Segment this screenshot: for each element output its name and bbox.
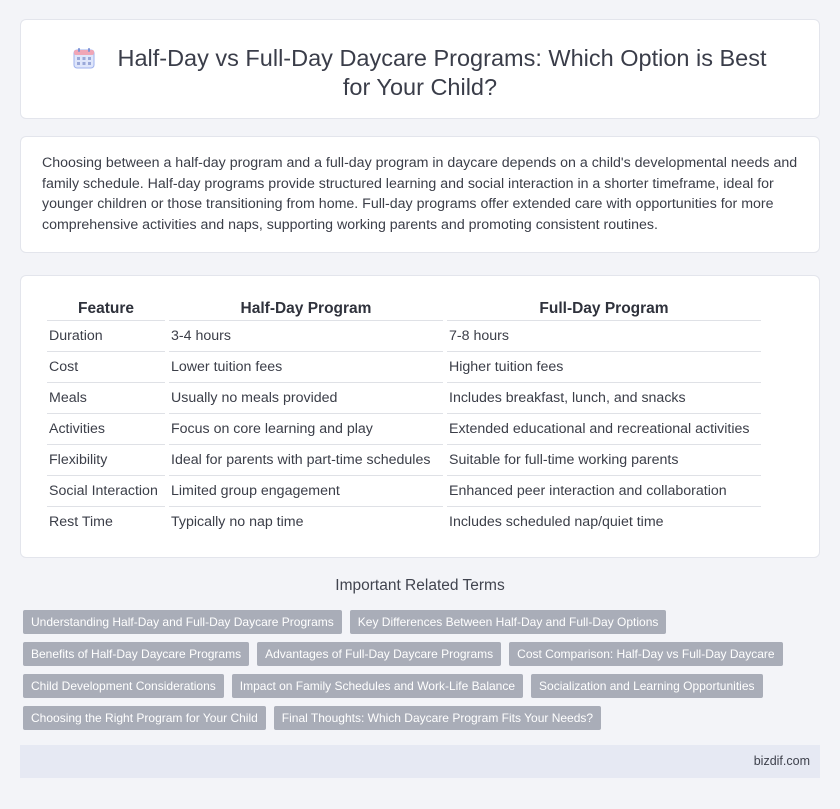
header-feature: Feature <box>78 300 134 317</box>
tag-row <box>23 674 823 698</box>
table-row <box>47 444 761 475</box>
full-day-cell: Suitable for full-time working parents <box>447 444 761 475</box>
related-term-tag[interactable]: Socialization and Learning Opportunities <box>531 674 762 698</box>
table-row <box>47 506 761 537</box>
comparison-card <box>20 275 820 558</box>
related-term-tag[interactable]: Understanding Half-Day and Full-Day Daycare Programs <box>23 610 342 634</box>
feature-cell: Rest Time <box>47 506 165 537</box>
related-term-tag[interactable]: Choosing the Right Program for Your Child <box>23 706 266 730</box>
table-row <box>47 413 761 444</box>
related-term-tag[interactable]: Cost Comparison: Half-Day vs Full-Day Daycare <box>509 642 782 666</box>
half-day-cell: Ideal for parents with part-time schedules <box>169 444 443 475</box>
footer-site-link[interactable]: bizdif.com <box>753 754 810 768</box>
full-day-cell: Includes breakfast, lunch, and snacks <box>447 382 761 413</box>
half-day-cell: Limited group engagement <box>169 475 443 506</box>
full-day-cell: Higher tuition fees <box>447 351 761 382</box>
half-day-cell: Typically no nap time <box>169 506 443 537</box>
intro-card <box>20 136 820 253</box>
title-card <box>20 19 820 119</box>
page-title: Half-Day vs Full-Day Daycare Programs: Which Option is Best for Your Child? <box>117 45 767 100</box>
header-half-day: Half-Day Program <box>240 300 372 317</box>
half-day-cell: 3-4 hours <box>169 320 443 351</box>
related-terms-tags <box>23 610 823 738</box>
related-term-tag[interactable]: Impact on Family Schedules and Work-Life Balance <box>232 674 523 698</box>
feature-cell: Flexibility <box>47 444 165 475</box>
table-row <box>47 475 761 506</box>
related-term-tag[interactable]: Child Development Considerations <box>23 674 224 698</box>
related-terms-title: Important Related Terms <box>335 577 505 594</box>
comparison-table <box>43 298 765 537</box>
table-row <box>47 320 761 351</box>
table-row <box>47 351 761 382</box>
half-day-cell: Usually no meals provided <box>169 382 443 413</box>
full-day-cell: 7-8 hours <box>447 320 761 351</box>
full-day-cell: Enhanced peer interaction and collaboration <box>447 475 761 506</box>
table-header-row <box>47 298 761 320</box>
half-day-cell: Lower tuition fees <box>169 351 443 382</box>
related-term-tag[interactable]: Key Differences Between Half-Day and Full-Day Options <box>350 610 667 634</box>
related-term-tag[interactable]: Benefits of Half-Day Daycare Programs <box>23 642 249 666</box>
feature-cell: Duration <box>47 320 165 351</box>
table-row <box>47 382 761 413</box>
feature-cell: Meals <box>47 382 165 413</box>
half-day-cell: Focus on core learning and play <box>169 413 443 444</box>
full-day-cell: Includes scheduled nap/quiet time <box>447 506 761 537</box>
tag-row <box>23 706 823 730</box>
full-day-cell: Extended educational and recreational activities <box>447 413 761 444</box>
related-term-tag[interactable]: Advantages of Full-Day Daycare Programs <box>257 642 501 666</box>
tag-row <box>23 610 823 634</box>
related-term-tag[interactable]: Final Thoughts: Which Daycare Program Fits Your Needs? <box>274 706 601 730</box>
feature-cell: Activities <box>47 413 165 444</box>
feature-cell: Social Interaction <box>47 475 165 506</box>
feature-cell: Cost <box>47 351 165 382</box>
calendar-icon <box>73 47 95 69</box>
tag-row <box>23 642 823 666</box>
intro-paragraph: Choosing between a half-day program and a full-day program in daycare depends on a child's developmental needs and family schedule. Half-day programs provide structured learning and social interaction in a shorter timeframe, ideal for younger children or those transitioning from home. Full-day programs offer extended care with opportunities for more comprehensive activities and naps, supporting working parents and promoting consistent routines. <box>42 155 798 233</box>
page-title-wrap <box>21 44 819 102</box>
footer <box>20 745 820 778</box>
header-full-day: Full-Day Program <box>539 300 669 317</box>
